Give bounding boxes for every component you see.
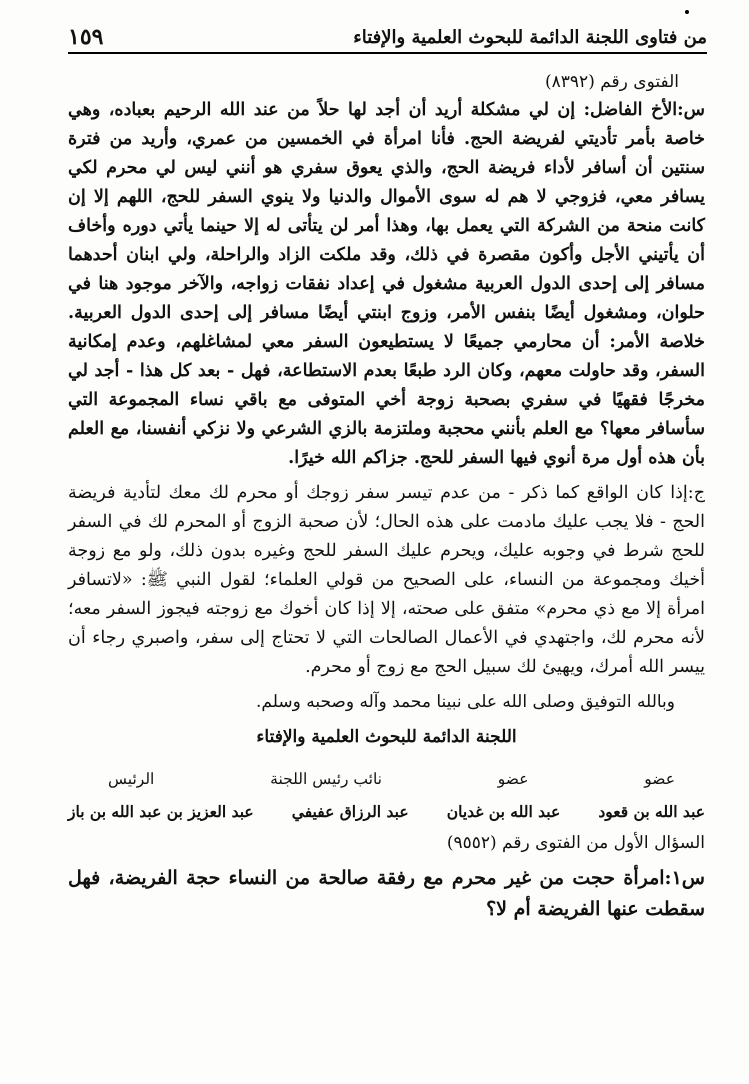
- answer-text: ج:إذا كان الواقع كما ذكر - من عدم تيسر سفر زوجك أو محرم لك معك لتأدية فريضة الحج - فلا يجب عليك مادمت على هذه الحال؛ لأن صحبة الزوج أو المحرم لك في السفر للحج شرط في وجوبه عليك، ويحرم عليك السفر للحج وغيره بدون ذلك، ولو مع زوجة أخيك ومجموعة من النساء، على الصحيح من قولي العلماء؛ لقول النبي ﷺ: «لاتسافر امرأة إلا مع ذي محرم» متفق على صحته، إلا إذا كان أخوك مع زوجته فيجوز السفر معه؛ لأنه محرم لك، واجتهدي في الأعمال الصالحات التي لا تحتاج إلى سفر، واصبري رجاء أن ييسر الله أمرك، ويهيئ لك سبيل الحج مع زوج أو محرم.: [68, 483, 705, 677]
- signature-title: عضو: [644, 770, 675, 788]
- page-content: [68, 68, 705, 944]
- page-header: [68, 22, 707, 54]
- page-number: ١٥٩: [68, 24, 104, 50]
- closing-text: وبالله التوفيق وصلى الله على نبينا محمد وآله وصحبه وسلم.: [256, 692, 675, 712]
- signature-name: عبد الله بن غديان: [446, 802, 561, 821]
- committee-name: اللجنة الدائمة للبحوث العلمية والإفتاء: [256, 727, 517, 747]
- next-question-heading: السؤال الأول من الفتوى رقم (٩٥٥٢): [446, 833, 705, 853]
- header-title: من فتاوى اللجنة الدائمة للبحوث العلمية والإفتاء: [353, 26, 707, 48]
- next-question-text: س١:امرأة حجت من غير محرم مع رفقة صالحة من النساء حجة الفريضة، فهل سقطت عنها الفريضة أم لا؟: [68, 867, 705, 920]
- signature-name: عبد الرزاق عفيفي: [291, 802, 409, 821]
- signature-name: عبد العزيز بن عبد الله بن باز: [68, 802, 254, 821]
- signature-title: عضو: [497, 770, 529, 788]
- signature-title: نائب رئيس اللجنة: [270, 770, 382, 788]
- signature-name: عبد الله بن قعود: [598, 802, 705, 821]
- ink-dot: [685, 10, 689, 14]
- fatwa-number: الفتوى رقم (٨٣٩٢): [545, 72, 679, 92]
- question-text: س:الأخ الفاضل: إن لي مشكلة أريد أن أجد لها حلاً من عند الله الرحيم بعباده، وهي خاصة بأمر تأديتي لفريضة الحج. فأنا امرأة في الخمسين من عمري، وأريد من فترة سنتين أن أسافر لأداء فريضة الحج، والذي يعوق سفري هو أنني ليس لي محرم لكي يسافر معي، فزوجي لا هم له سوى الأموال والدنيا ولا ينوي السفر للحج، اللهم إلا إن كانت منحة من الشركة التي يعمل بها، وهذا أمر لن يتأتى له إلا حينما يأتي دوره وأخاف أن يأتيني الأجل وأكون مقصرة في ذلك، وقد ملكت الزاد والراحلة، ولي ابنان أحدهما مسافر إلى إحدى الدول العربية مشغول في إعداد نفقات زواجه، والآخر موجود هنا في حلوان، ومشغول أيضًا بنفس الأمر، وزوج ابنتي أيضًا مسافر إلى إحدى الدول العربية. خلاصة الأمر: أن محارمي جميعًا لا يستطيعون السفر معي لمشاغلهم، وعدم إمكانية السفر، وقد حاولت معهم، وكان الرد طبعًا بعدم الاستطاعة، فهل - بعد كل هذا - أجد لي مخرجًا فقهيًا في سفري بصحبة زوجة أخي المتوفى مع باقي نساء المجموعة التي سأسافر معها؟ مع العلم بأنني محجبة وملتزمة بالزي الشرعي ولا نزكي أنفسنا، مع العلم بأن هذه أول مرة أنوي فيها السفر للحج. جزاكم الله خيرًا.: [68, 100, 705, 468]
- signature-titles: [68, 770, 705, 788]
- signature-names: [68, 802, 705, 821]
- signature-title: الرئيس: [108, 770, 155, 788]
